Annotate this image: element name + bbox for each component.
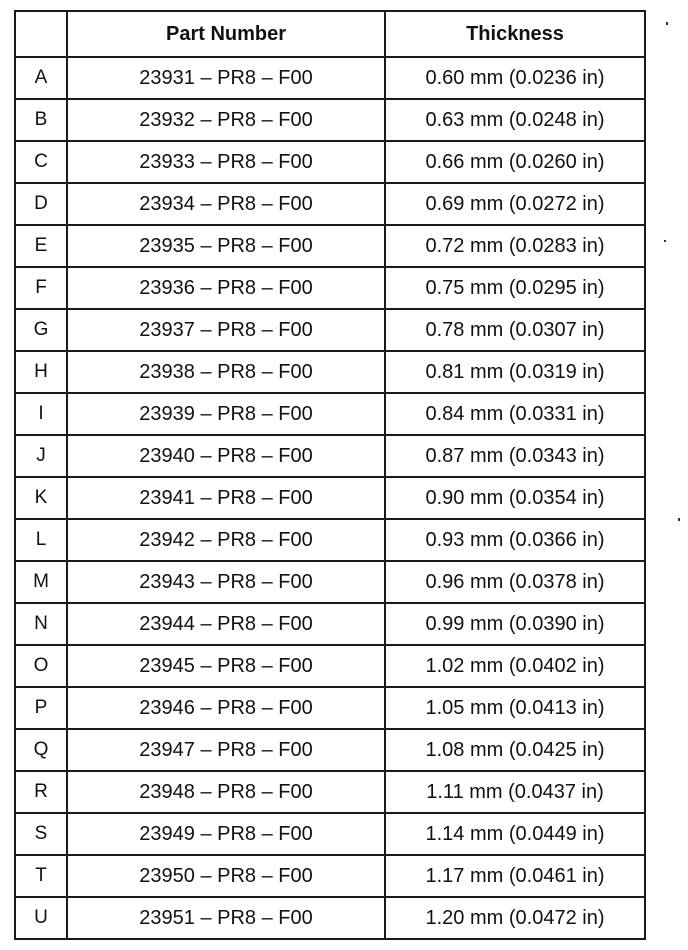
cell-thickness: 0.75 mm (0.0295 in) — [385, 267, 645, 309]
cell-thickness: 1.02 mm (0.0402 in) — [385, 645, 645, 687]
cell-part-number: 23941 – PR8 – F00 — [67, 477, 385, 519]
cell-part-number: 23935 – PR8 – F00 — [67, 225, 385, 267]
table-row — [15, 99, 645, 141]
table-row — [15, 729, 645, 771]
cell-letter: M — [15, 561, 67, 603]
cell-part-number: 23932 – PR8 – F00 — [67, 99, 385, 141]
cell-letter: B — [15, 99, 67, 141]
table-row — [15, 141, 645, 183]
cell-letter: K — [15, 477, 67, 519]
cell-thickness: 1.14 mm (0.0449 in) — [385, 813, 645, 855]
table-row — [15, 309, 645, 351]
table-row — [15, 477, 645, 519]
cell-part-number: 23950 – PR8 – F00 — [67, 855, 385, 897]
cell-part-number: 23949 – PR8 – F00 — [67, 813, 385, 855]
table-row — [15, 351, 645, 393]
cell-letter: Q — [15, 729, 67, 771]
cell-part-number: 23938 – PR8 – F00 — [67, 351, 385, 393]
cell-thickness: 1.20 mm (0.0472 in) — [385, 897, 645, 939]
table-row — [15, 519, 645, 561]
table-row — [15, 771, 645, 813]
table-row — [15, 855, 645, 897]
cell-part-number: 23944 – PR8 – F00 — [67, 603, 385, 645]
cell-thickness: 0.78 mm (0.0307 in) — [385, 309, 645, 351]
scan-speck — [664, 240, 666, 242]
cell-letter: T — [15, 855, 67, 897]
cell-thickness: 1.08 mm (0.0425 in) — [385, 729, 645, 771]
cell-letter: D — [15, 183, 67, 225]
cell-thickness: 0.66 mm (0.0260 in) — [385, 141, 645, 183]
cell-part-number: 23946 – PR8 – F00 — [67, 687, 385, 729]
cell-thickness: 0.87 mm (0.0343 in) — [385, 435, 645, 477]
cell-thickness: 1.11 mm (0.0437 in) — [385, 771, 645, 813]
table-row — [15, 897, 645, 939]
cell-part-number: 23951 – PR8 – F00 — [67, 897, 385, 939]
cell-letter: O — [15, 645, 67, 687]
table-row — [15, 645, 645, 687]
cell-part-number: 23931 – PR8 – F00 — [67, 57, 385, 99]
cell-letter: P — [15, 687, 67, 729]
table-row — [15, 603, 645, 645]
cell-thickness: 0.93 mm (0.0366 in) — [385, 519, 645, 561]
table-row — [15, 183, 645, 225]
table-row — [15, 435, 645, 477]
cell-letter: L — [15, 519, 67, 561]
cell-thickness: 0.69 mm (0.0272 in) — [385, 183, 645, 225]
cell-letter: N — [15, 603, 67, 645]
shim-table-container — [14, 10, 644, 940]
table-row — [15, 57, 645, 99]
cell-part-number: 23934 – PR8 – F00 — [67, 183, 385, 225]
table-row — [15, 561, 645, 603]
cell-thickness: 0.96 mm (0.0378 in) — [385, 561, 645, 603]
cell-thickness: 0.84 mm (0.0331 in) — [385, 393, 645, 435]
cell-part-number: 23940 – PR8 – F00 — [67, 435, 385, 477]
cell-part-number: 23939 – PR8 – F00 — [67, 393, 385, 435]
table-row — [15, 393, 645, 435]
scan-speck — [666, 22, 668, 25]
cell-letter: S — [15, 813, 67, 855]
table-row — [15, 687, 645, 729]
cell-letter: A — [15, 57, 67, 99]
cell-part-number: 23937 – PR8 – F00 — [67, 309, 385, 351]
cell-thickness: 1.17 mm (0.0461 in) — [385, 855, 645, 897]
cell-thickness: 0.63 mm (0.0248 in) — [385, 99, 645, 141]
table-row — [15, 267, 645, 309]
table-row — [15, 813, 645, 855]
cell-part-number: 23942 – PR8 – F00 — [67, 519, 385, 561]
table-row — [15, 225, 645, 267]
cell-letter: U — [15, 897, 67, 939]
table-body — [15, 57, 645, 939]
cell-letter: C — [15, 141, 67, 183]
table-header-row — [15, 11, 645, 57]
shim-thickness-table — [14, 10, 646, 940]
cell-thickness: 0.99 mm (0.0390 in) — [385, 603, 645, 645]
cell-letter: G — [15, 309, 67, 351]
cell-letter: R — [15, 771, 67, 813]
cell-thickness: 1.05 mm (0.0413 in) — [385, 687, 645, 729]
header-letter — [15, 11, 67, 57]
cell-part-number: 23936 – PR8 – F00 — [67, 267, 385, 309]
cell-thickness: 0.90 mm (0.0354 in) — [385, 477, 645, 519]
cell-part-number: 23947 – PR8 – F00 — [67, 729, 385, 771]
cell-thickness: 0.72 mm (0.0283 in) — [385, 225, 645, 267]
cell-part-number: 23933 – PR8 – F00 — [67, 141, 385, 183]
header-thickness: Thickness — [385, 11, 645, 57]
cell-thickness: 0.81 mm (0.0319 in) — [385, 351, 645, 393]
cell-letter: I — [15, 393, 67, 435]
cell-part-number: 23945 – PR8 – F00 — [67, 645, 385, 687]
scan-speck — [678, 518, 680, 521]
header-part-number: Part Number — [67, 11, 385, 57]
cell-letter: E — [15, 225, 67, 267]
cell-letter: H — [15, 351, 67, 393]
cell-letter: J — [15, 435, 67, 477]
cell-letter: F — [15, 267, 67, 309]
cell-part-number: 23948 – PR8 – F00 — [67, 771, 385, 813]
cell-part-number: 23943 – PR8 – F00 — [67, 561, 385, 603]
cell-thickness: 0.60 mm (0.0236 in) — [385, 57, 645, 99]
